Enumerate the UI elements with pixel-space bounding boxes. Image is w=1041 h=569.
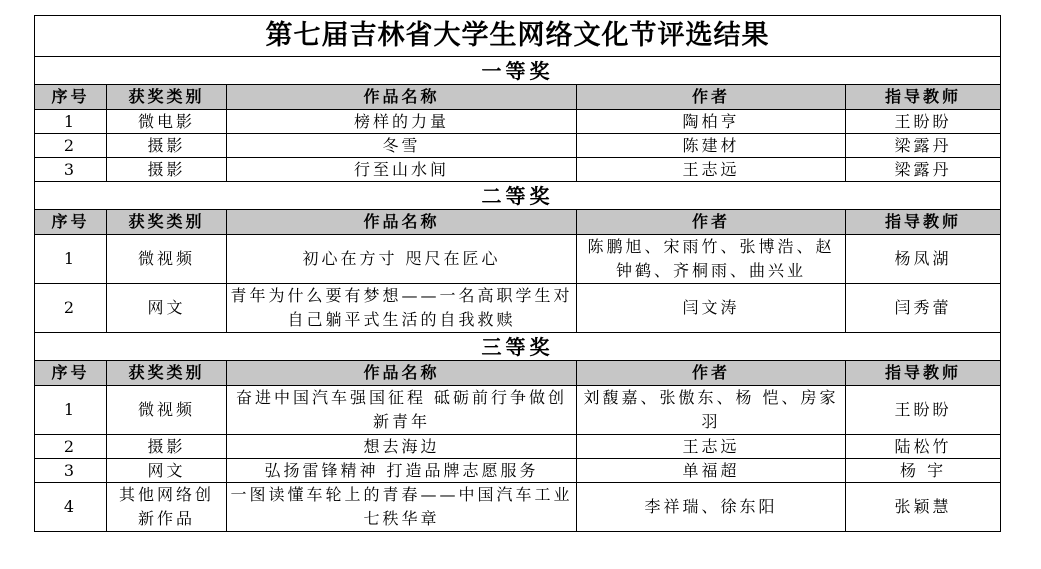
award-category: 网文	[107, 284, 227, 333]
section-row	[35, 182, 1001, 210]
advisor: 张颖慧	[846, 483, 1001, 532]
section-row	[35, 57, 1001, 85]
award-category: 其他网络创新作品	[107, 483, 227, 532]
advisor: 杨凤湖	[846, 235, 1001, 284]
work-title: 青年为什么要有梦想——一名高职学生对自己躺平式生活的自我救赎	[227, 284, 577, 333]
table-row	[35, 134, 1001, 158]
work-title: 初心在方寸 咫尺在匠心	[227, 235, 577, 284]
column-header: 指导教师	[846, 361, 1001, 386]
authors: 李祥瑞、徐东阳	[577, 483, 846, 532]
section-heading: 三等奖	[35, 333, 1001, 361]
table-row	[35, 459, 1001, 483]
advisor: 梁露丹	[846, 134, 1001, 158]
award-category: 摄影	[107, 134, 227, 158]
row-number: 2	[35, 134, 107, 158]
work-title: 行至山水间	[227, 158, 577, 182]
row-number: 1	[35, 386, 107, 435]
award-category: 摄影	[107, 158, 227, 182]
section-heading: 一等奖	[35, 57, 1001, 85]
section-heading: 二等奖	[35, 182, 1001, 210]
row-number: 1	[35, 235, 107, 284]
column-header: 作品名称	[227, 85, 577, 110]
authors: 陶柏亨	[577, 110, 846, 134]
advisor: 梁露丹	[846, 158, 1001, 182]
authors: 陈鹏旭、宋雨竹、张博浩、赵钟鹤、齐桐雨、曲兴业	[577, 235, 846, 284]
column-header-row	[35, 361, 1001, 386]
table-row	[35, 284, 1001, 333]
advisor: 陆松竹	[846, 435, 1001, 459]
row-number: 3	[35, 459, 107, 483]
authors: 王志远	[577, 435, 846, 459]
column-header: 作者	[577, 85, 846, 110]
column-header: 获奖类别	[107, 210, 227, 235]
section-row	[35, 333, 1001, 361]
table-row	[35, 235, 1001, 284]
work-title: 冬雪	[227, 134, 577, 158]
advisor: 王盼盼	[846, 110, 1001, 134]
advisor: 王盼盼	[846, 386, 1001, 435]
title-row	[35, 16, 1001, 57]
award-category: 网文	[107, 459, 227, 483]
table-row	[35, 435, 1001, 459]
advisor: 杨 宇	[846, 459, 1001, 483]
award-category: 微电影	[107, 110, 227, 134]
page-title: 第七届吉林省大学生网络文化节评选结果	[35, 16, 1001, 57]
column-header: 指导教师	[846, 210, 1001, 235]
row-number: 4	[35, 483, 107, 532]
column-header: 获奖类别	[107, 361, 227, 386]
row-number: 2	[35, 284, 107, 333]
authors: 单福超	[577, 459, 846, 483]
column-header: 获奖类别	[107, 85, 227, 110]
authors: 闫文涛	[577, 284, 846, 333]
award-category: 微视频	[107, 386, 227, 435]
row-number: 3	[35, 158, 107, 182]
work-title: 榜样的力量	[227, 110, 577, 134]
column-header: 作者	[577, 361, 846, 386]
table-row	[35, 483, 1001, 532]
award-category: 摄影	[107, 435, 227, 459]
column-header: 作者	[577, 210, 846, 235]
column-header: 序号	[35, 210, 107, 235]
authors: 刘馥嘉、张傲东、杨 恺、房家羽	[577, 386, 846, 435]
table-row	[35, 110, 1001, 134]
row-number: 2	[35, 435, 107, 459]
results-table	[34, 15, 1001, 532]
table-row	[35, 158, 1001, 182]
work-title: 一图读懂车轮上的青春——中国汽车工业七秩华章	[227, 483, 577, 532]
column-header: 序号	[35, 85, 107, 110]
work-title: 奋进中国汽车强国征程 砥砺前行争做创新青年	[227, 386, 577, 435]
authors: 陈建材	[577, 134, 846, 158]
column-header: 作品名称	[227, 210, 577, 235]
award-category: 微视频	[107, 235, 227, 284]
advisor: 闫秀蕾	[846, 284, 1001, 333]
column-header: 序号	[35, 361, 107, 386]
column-header-row	[35, 210, 1001, 235]
authors: 王志远	[577, 158, 846, 182]
column-header: 作品名称	[227, 361, 577, 386]
work-title: 弘扬雷锋精神 打造品牌志愿服务	[227, 459, 577, 483]
column-header: 指导教师	[846, 85, 1001, 110]
column-header-row	[35, 85, 1001, 110]
row-number: 1	[35, 110, 107, 134]
work-title: 想去海边	[227, 435, 577, 459]
table-row	[35, 386, 1001, 435]
